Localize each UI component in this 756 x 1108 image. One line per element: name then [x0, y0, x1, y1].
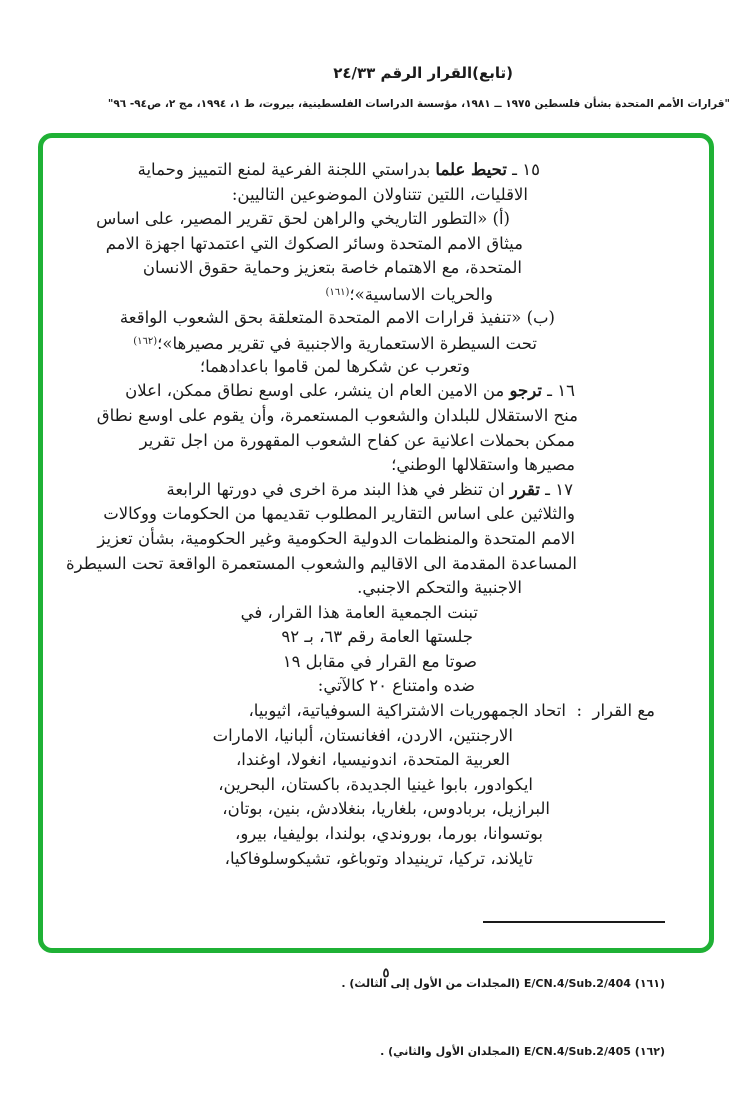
- vote-with-line-4: ايكوادور، بابوا غينيا الجديدة، باكستان، البحرين،: [218, 774, 533, 794]
- adoption-line-2: جلستها العامة رقم ٦٣، بـ ٩٢: [281, 627, 473, 647]
- para-16-number: ١٦ ـ: [541, 381, 575, 401]
- para-17-line-2: والثلاثين على اساس التقارير المطلوب تقديمها من الحكومات ووكالات: [103, 504, 575, 524]
- para-17-keyword: تقرر: [509, 479, 540, 499]
- para-b-line-2: [55, 330, 655, 355]
- vote-with-line-3: العربية المتحدة، اندونيسيا، انغولا، اوغندا،: [235, 750, 510, 770]
- footnote-ref-161: (١٦١): [325, 286, 350, 298]
- vote-with-countries: اتحاد الجمهوريات الاشتراكية السوفياتية، اثيوبيا،: [248, 701, 566, 721]
- para-15-text: بدراستي اللجنة الفرعية لمنع التمييز وحماية: [137, 160, 436, 179]
- para-16-keyword: ترجو: [509, 381, 542, 401]
- para-17-text: ان تنظر في هذا البند مرة اخرى في دورتها الرابعة: [166, 479, 510, 499]
- para-b-line-1: (ب) «تنفيذ قرارات الامم المتحدة المتعلقة بحق الشعوب الواقعة: [119, 307, 555, 327]
- source-citation: "قرارات الأمم المتحدة بشأن فلسطين ١٩٧٥ ــ ١٩٨١، مؤسسة الدراسات الفلسطينية، بيروت، ط ١، ١٩٩٤، مج ٢، ص٩٤- ٩٦": [107, 98, 730, 110]
- para-a-line-2: ميثاق الامم المتحدة وسائر الصكوك التي اعتمدتها اجهزة الامم: [105, 233, 523, 253]
- footnotes-block: [325, 876, 665, 1108]
- para-15-keyword: تحيط علما: [435, 160, 507, 179]
- para-17-line-4: المساعدة المقدمة الى الاقاليم والشعوب المستعمرة الواقعة تحت السيطرة: [66, 553, 577, 573]
- para-16-line-2: منح الاستقلال للبلدان والشعوب المستعمرة، وأن يقوم على اوسع نطاق: [96, 405, 578, 425]
- footnote-divider: [483, 921, 665, 923]
- footnote-ref-162: (١٦٢): [133, 336, 158, 348]
- para-17-line-1: [55, 478, 655, 503]
- para-b-text: تحت السيطرة الاستعمارية والاجنبية في تقرير مصيرها»؛: [157, 334, 537, 354]
- footnote-161: (١٦١) E/CN.4/Sub.2/404 (المجلدات من الأول إلى الثالث) .: [341, 977, 665, 990]
- para-15-number: ١٥ ـ: [506, 160, 540, 179]
- para-17-line-5: الاجنبية والتحكم الاجنبي.: [357, 578, 522, 598]
- vote-with-line-2: الارجنتين، الاردن، افغانستان، ألبانيا، الامارات: [212, 725, 513, 745]
- para-17-line-3: الامم المتحدة والمنظمات الدولية الحكومية وغير الحكومية، بشأن تعزيز: [97, 528, 575, 548]
- para-15-line-2: الاقليات، اللتين تتناولان الموضوعين التاليين:: [231, 184, 528, 204]
- page-number: ٥: [382, 966, 390, 981]
- para-16-line-4: مصيرها واستقلالها الوطني؛: [391, 455, 575, 475]
- adoption-line-4: ضده وامتناع ٢٠ كالآتي:: [317, 676, 475, 696]
- para-17-number: ١٧ ـ: [539, 479, 573, 499]
- para-15-line-1: [55, 158, 655, 183]
- vote-with-line-5: البرازيل، بربادوس، بلغاريا، بنغلادش، بنين، بوتان،: [222, 799, 550, 819]
- resolution-body: [55, 158, 655, 871]
- para-16-line-3: ممكن بحملات اعلانية عن كفاح الشعوب المقهورة من اجل تقرير: [139, 430, 575, 450]
- para-16-line-1: [55, 379, 655, 404]
- adoption-line-1: تبنت الجمعية العامة هذا القرار، في: [240, 602, 478, 622]
- vote-with-line-1: [55, 699, 655, 724]
- page-title: (تابع)القرار الرقم ٢٤/٣٣: [333, 64, 513, 82]
- vote-with-line-7: تايلاند، تركيا، ترينيداد وتوباغو، تشيكوسلوفاكيا،: [224, 848, 533, 868]
- thanks-line: وتعرب عن شكرها لمن قاموا باعدادهما؛: [199, 356, 470, 376]
- vote-with-line-6: بوتسوانا، بورما، بوروندي، بولندا، بوليفيا، بيرو،: [235, 824, 543, 844]
- para-a-line-3: المتحدة، مع الاهتمام خاصة بتعزيز وحماية حقوق الانسان: [142, 258, 522, 278]
- para-16-text: من الامين العام ان ينشر، على اوسع نطاق ممكن، اعلان: [125, 381, 510, 401]
- para-a-line-4: [55, 281, 655, 306]
- para-a-line-1: (أ) «التطور التاريخي والراهن لحق تقرير المصير، على اساس: [96, 209, 510, 229]
- para-a-text: والحريات الاساسية»؛: [349, 284, 493, 304]
- footnote-162: (١٦٢) E/CN.4/Sub.2/405 (المجلدان الأول والثاني) .: [380, 1044, 665, 1058]
- vote-with-label: مع القرار :: [565, 701, 655, 721]
- adoption-line-3: صوتا مع القرار في مقابل ١٩: [282, 651, 477, 671]
